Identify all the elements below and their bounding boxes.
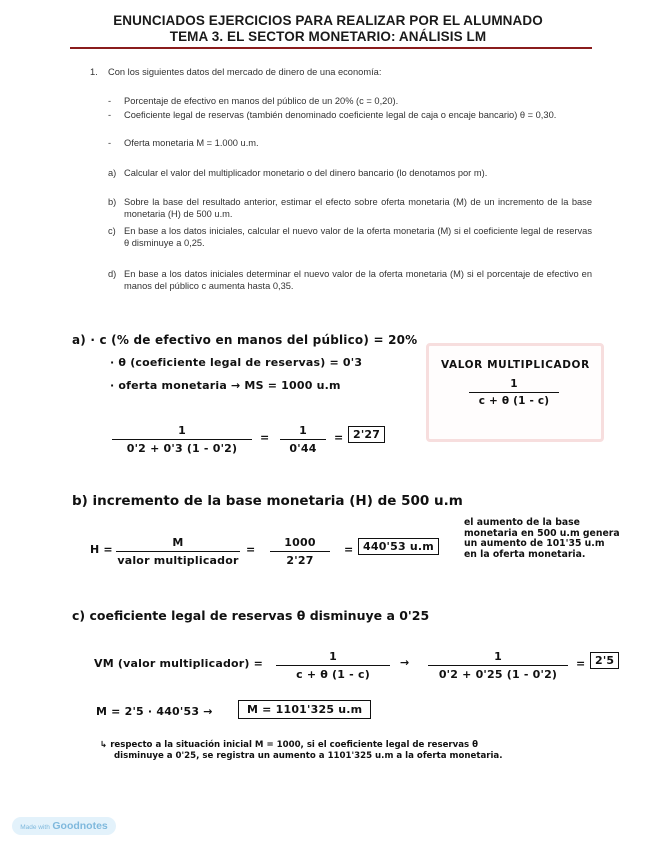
note-b-heading: b) incremento de la base monetaria (H) de 500 u.m bbox=[72, 493, 463, 509]
exercise-number: 1. bbox=[90, 67, 98, 77]
panel-fraction bbox=[469, 378, 559, 407]
note-c-comment-line: ↳ respecto a la situación inicial M = 1000, si el coeficiente legal de reservas θ bbox=[100, 740, 479, 750]
note-c-comment bbox=[100, 740, 640, 761]
panel-title: VALOR MULTIPLICADOR bbox=[441, 359, 590, 371]
note-b-eq2: = bbox=[344, 543, 354, 556]
note-b-eq1: = bbox=[246, 543, 256, 556]
note-b-den2: 2'27 bbox=[286, 554, 314, 568]
note-b-comment-line: el aumento de la base bbox=[464, 517, 580, 528]
title-divider bbox=[70, 47, 592, 49]
note-a-mid-fraction bbox=[280, 424, 326, 455]
note-a-fraction-num: 1 bbox=[178, 424, 186, 437]
page-subtitle: TEMA 3. EL SECTOR MONETARIO: ANÁLISIS LM bbox=[169, 29, 487, 44]
note-a-fraction-den: 0'2 + 0'3 (1 - 0'2) bbox=[126, 442, 238, 456]
note-a-line1: a) · c (% de efectivo en manos del público) = 20% bbox=[72, 333, 418, 347]
note-c-arrow: → bbox=[400, 656, 410, 669]
panel-den: c + θ (1 - c) bbox=[478, 395, 550, 408]
note-a-mid-num: 1 bbox=[299, 424, 307, 437]
note-b-fraction2 bbox=[270, 536, 330, 567]
multiplier-panel bbox=[426, 343, 604, 442]
item-text-d: En base a los datos iniciales determinar el nuevo valor de la oferta monetaria (M) si el porcentaje de efectivo en manos del público c aumenta hasta 0,35. bbox=[124, 269, 592, 291]
note-a-result: 2'27 bbox=[348, 426, 385, 443]
note-b-comment-line: en la oferta monetaria. bbox=[464, 548, 586, 560]
note-c-m-line: M = 2'5 · 440'53 → bbox=[96, 705, 213, 718]
note-a-line3: · oferta monetaria → MS = 1000 u.m bbox=[110, 379, 341, 392]
note-c-den2: 0'2 + 0'25 (1 - 0'2) bbox=[438, 668, 558, 682]
item-text-b: Sobre la base del resultado anterior, estimar el efecto sobre oferta monetaria (M) de un incremento de la base monetaria (H) de 500 u.m. bbox=[124, 197, 592, 219]
note-c-m-result: M = 1101'325 u.m bbox=[238, 700, 371, 719]
panel-num: 1 bbox=[510, 378, 518, 390]
note-c-heading: c) coeficiente legal de reservas θ disminuye a 0'25 bbox=[72, 608, 430, 623]
item-label-a: a) bbox=[108, 168, 117, 178]
item-label-d: d) bbox=[108, 269, 117, 279]
bullet-dash: - bbox=[108, 110, 112, 120]
bullet-oferta: Oferta monetaria M = 1.000 u.m. bbox=[124, 138, 259, 148]
note-b-comment bbox=[464, 518, 644, 560]
note-c-num1: 1 bbox=[329, 650, 337, 663]
bullet-dash: - bbox=[108, 96, 112, 106]
bullet-reservas: Coeficiente legal de reservas (también denominado coeficiente legal de caja o encaje bancario) θ = 0,30. bbox=[124, 110, 557, 120]
note-b-comment-line: monetaria en 500 u.m genera bbox=[464, 527, 620, 539]
note-b-num: M bbox=[172, 536, 184, 549]
note-c-comment-line: disminuye a 0'25, se registra un aumento a 1101'325 u.m a la oferta monetaria. bbox=[114, 750, 503, 761]
note-c-vm-label: VM (valor multiplicador) = bbox=[94, 657, 264, 670]
badge-brand: Goodnotes bbox=[52, 820, 108, 832]
item-text-a: Calcular el valor del multiplicador monetario o del dinero bancario (lo denotamos por m). bbox=[124, 168, 488, 178]
note-c-eq: = bbox=[576, 657, 586, 670]
note-a-eq2: = bbox=[334, 431, 344, 444]
note-b-den: valor multiplicador bbox=[117, 554, 239, 568]
note-b-lhs: H = bbox=[90, 543, 113, 556]
bullet-efectivo: Porcentaje de efectivo en manos del público de un 20% (c = 0,20). bbox=[124, 96, 399, 106]
note-a-fraction bbox=[112, 424, 252, 455]
item-label-c: c) bbox=[108, 226, 116, 236]
note-b-result: 440'53 u.m bbox=[358, 538, 439, 555]
badge-prefix: Made with bbox=[20, 824, 50, 831]
note-c-den1: c + θ (1 - c) bbox=[296, 668, 370, 682]
item-text-c: En base a los datos iniciales, calcular el nuevo valor de la oferta monetaria (M) si el coeficiente legal de reservas θ disminuye a 0,25. bbox=[124, 226, 592, 248]
exercise-intro: Con los siguientes datos del mercado de dinero de una economía: bbox=[108, 67, 382, 77]
note-b-fraction bbox=[116, 536, 240, 567]
note-b-num2: 1000 bbox=[284, 536, 316, 549]
note-a-mid-den: 0'44 bbox=[289, 442, 317, 456]
note-c-num2: 1 bbox=[494, 650, 502, 663]
note-a-eq1: = bbox=[260, 431, 270, 444]
note-a-line2: · θ (coeficiente legal de reservas) = 0'3 bbox=[110, 356, 363, 369]
bullet-dash: - bbox=[108, 138, 112, 148]
note-c-fraction2 bbox=[428, 650, 568, 681]
item-label-b: b) bbox=[108, 197, 117, 207]
note-b-comment-line: un aumento de 101'35 u.m bbox=[464, 538, 605, 549]
page-title: ENUNCIADOS EJERCICIOS PARA REALIZAR POR EL ALUMNADO bbox=[113, 13, 543, 28]
note-c-result: 2'5 bbox=[590, 652, 619, 669]
goodnotes-badge bbox=[12, 817, 116, 835]
note-c-fraction1 bbox=[276, 650, 390, 681]
